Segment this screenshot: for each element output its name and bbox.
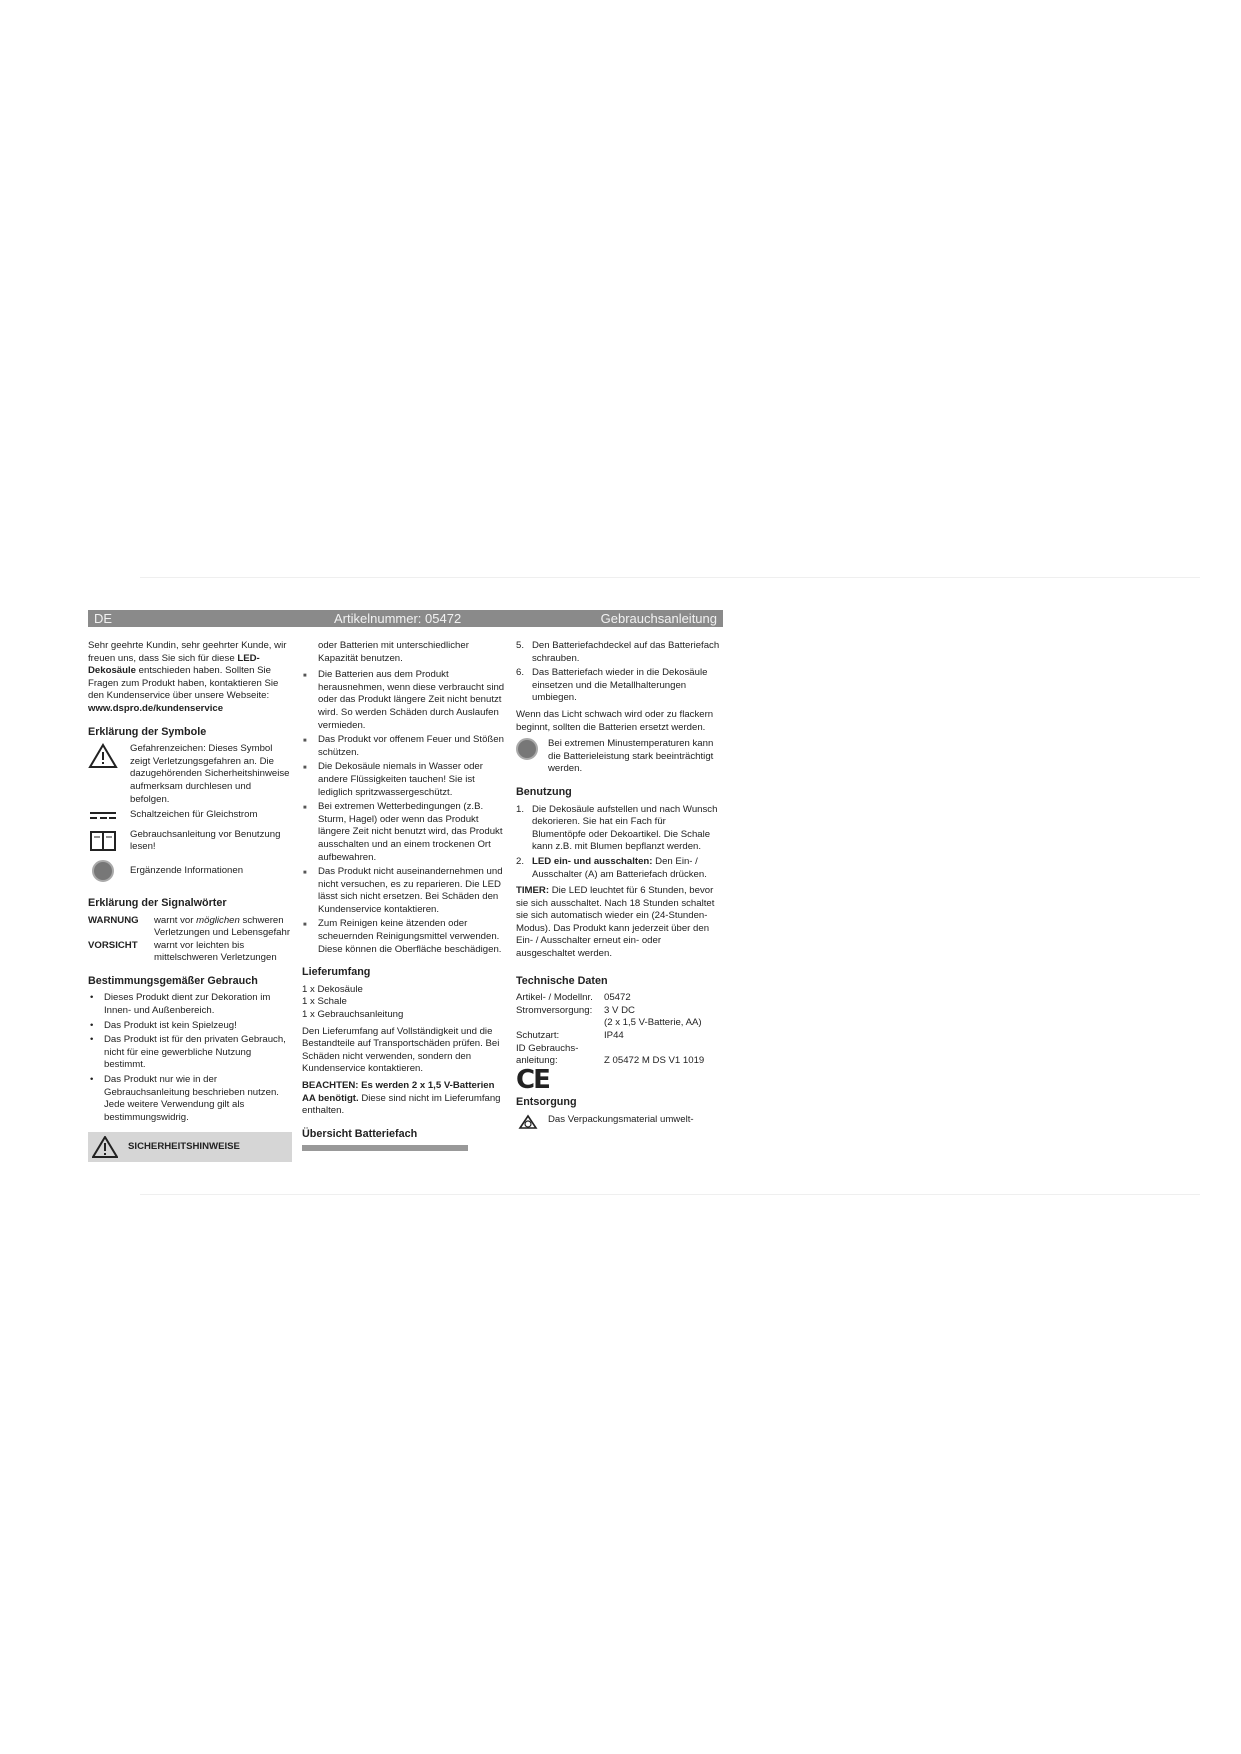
delivery-item: 1 x Schale <box>302 996 347 1008</box>
symbol-text: Gebrauchsanleitung vor Benutzung lesen! <box>130 828 281 853</box>
list-item: ■ Das Produkt vor offenem Feuer und Stößen schützen. <box>302 734 506 759</box>
tech-row: Schutzart: IP44 <box>516 1030 624 1042</box>
list-item: ■ Das Produkt nicht auseinandernehmen und nicht versuchen, es zu reparieren. Die LED lässt sich nicht ersetzen. Bei Schäden den Kundenservice kontaktieren. <box>302 866 506 916</box>
list-item: ■ Zum Reinigen keine ätzenden oder scheuernden Reinigungsmittel verwenden. Diese können die Oberfläche beschädigen. <box>302 918 506 956</box>
info-circle-icon <box>516 738 538 760</box>
tech-row: Artikel- / Modellnr. 05472 <box>516 992 631 1004</box>
article-number: Artikelnummer: 05472 <box>334 611 462 626</box>
info-note <box>516 738 721 776</box>
column-2 <box>302 640 506 1151</box>
manual-page <box>88 610 723 1188</box>
usage-heading: Benutzung <box>516 785 572 798</box>
symbol-row <box>88 743 292 806</box>
delivery-text: Den Lieferumfang auf Vollständigkeit und die Bestandteile auf Transportschäden prüfen. Bei Schäden nicht verwenden, sondern den Kundenservice kontaktieren. <box>302 1025 500 1075</box>
list-item: ■ Die Dekosäule niemals in Wasser oder andere Flüssigkeiten tauchen! Sie ist lediglich spritzwassergeschützt. <box>302 761 506 799</box>
direct-current-icon <box>88 809 118 826</box>
warning-triangle-icon <box>88 743 118 774</box>
intro-text: Sehr geehrte Kundin, sehr geehrter Kunde, wir freuen uns, dass Sie sich für diese LED-Dekosäule entschieden haben. Sollten Sie Fragen zum Produkt haben, kontaktieren Sie den Kundenservice über unsere Webseite: www.dspro.de/kundenservice <box>88 640 287 714</box>
signal-word: VORSICHT <box>88 939 138 951</box>
list-item: 1. Die Dekosäule aufstellen und nach Wunsch dekorieren. Sie hat ein Fach für Blumentöpfe oder Dekoartikel. Die Schale kann z.B. mit Blumen bepflanzt werden. <box>516 804 721 854</box>
info-circle-icon <box>88 860 118 887</box>
delivery-item: 1 x Gebrauchsanleitung <box>302 1009 404 1021</box>
battery-note: BEACHTEN: Es werden 2 x 1,5 V-Batterien AA benötigt. Diese sind nicht im Lieferumfang enthalten. <box>302 1080 501 1117</box>
signal-text: warnt vor leichten bis mittelschweren Verletzungen <box>154 939 277 964</box>
safety-box <box>88 1132 292 1162</box>
symbol-row <box>88 860 292 887</box>
ce-mark: CE <box>516 1064 549 1095</box>
list-item: 2. LED ein- und ausschalten: Den Ein- / Ausschalter (A) am Batteriefach drücken. <box>516 856 721 881</box>
symbol-text: Gefahrenzeichen: Dieses Symbol zeigt Verletzungsgefahren an. Die dazugehörenden Sicherheitshinweise aufmerksam durchlesen und befolgen. <box>130 743 290 805</box>
safety-box-title: SICHERHEITSHINWEISE <box>128 1141 240 1153</box>
list-item: • Das Produkt ist kein Spielzeug! <box>88 1020 292 1033</box>
disposal-row <box>516 1114 721 1132</box>
tech-row: Stromversorgung: 3 V DC <box>516 1004 635 1016</box>
delivery-heading: Lieferumfang <box>302 966 371 979</box>
recycling-icon <box>516 1114 540 1132</box>
safety-list <box>302 669 506 956</box>
symbol-row <box>88 829 292 858</box>
tech-row: (2 x 1,5 V-Batterie, AA) <box>604 1017 702 1029</box>
tech-data-heading: Technische Daten <box>516 974 608 987</box>
list-item: ■ Die Batterien aus dem Produkt herausnehmen, wenn diese verbraucht sind oder das Produkt längere Zeit nicht benutzt wird. So werden Schäden durch Auslaufen vermieden. <box>302 669 506 732</box>
symbol-row <box>88 809 292 826</box>
tech-row: ID Gebrauchs- <box>516 1042 579 1054</box>
document-type: Gebrauchsanleitung <box>600 611 717 626</box>
tech-row: anleitung: Z 05472 M DS V1 1019 <box>516 1055 705 1067</box>
info-note-text: Bei extremen Minustemperaturen kann die Batterieleistung stark beeinträchtigt werden. <box>548 738 714 775</box>
intended-use-list <box>88 992 292 1124</box>
page-divider-bottom <box>140 1194 1200 1195</box>
battery-compartment-image <box>302 1145 468 1151</box>
page-divider-top <box>140 577 1200 578</box>
symbol-text: Schaltzeichen für Gleichstrom <box>130 809 258 821</box>
continued-text: oder Batterien mit unterschiedlicher Kapazität benutzen. <box>318 640 469 664</box>
signal-words-heading: Erklärung der Signalwörter <box>88 896 227 909</box>
language-code: DE <box>94 611 113 626</box>
symbols-heading: Erklärung der Symbole <box>88 725 207 738</box>
disposal-text: Das Verpackungsmaterial umwelt- <box>548 1114 694 1125</box>
header-bar <box>88 610 723 627</box>
column-3 <box>516 640 721 1132</box>
list-item: 5. Den Batteriefachdeckel auf das Batteriefach schrauben. <box>516 640 721 665</box>
signal-word: WARNUNG <box>88 914 139 926</box>
list-item: 6. Das Batteriefach wieder in die Dekosäule einsetzen und die Metallhalterungen umbiegen. <box>516 667 721 705</box>
usage-list <box>516 804 721 882</box>
signal-row <box>88 915 292 940</box>
battery-overview-heading: Übersicht Batteriefach <box>302 1127 418 1140</box>
symbol-text: Ergänzende Informationen <box>130 865 244 877</box>
weak-light-text: Wenn das Licht schwach wird oder zu flackern beginnt, sollten die Batterien ersetzt werden. <box>516 708 714 733</box>
list-item: ■ Bei extremen Wetterbedingungen (z.B. Sturm, Hagel) oder wenn das Produkt längere Zeit nicht benutzt wird, das Produkt ausschalten und an einem trockenen Ort aufbewahren. <box>302 801 506 864</box>
signal-row <box>88 940 292 965</box>
intended-use-heading: Bestimmungsgemäßer Gebrauch <box>88 974 258 987</box>
delivery-item: 1 x Dekosäule <box>302 983 363 995</box>
manual-book-icon <box>88 829 118 858</box>
disposal-heading: Entsorgung <box>516 1096 577 1109</box>
steps-list <box>516 640 721 705</box>
timer-text: TIMER: Die LED leuchtet für 6 Stunden, bevor sie sich ausschaltet. Nach 18 Stunden schaltet sie sich automatisch wieder ein (24-Stunden-Modus). Das Produkt kann jederzeit über den Ein- / Ausschalter erneut ein- oder ausgeschaltet werden. <box>516 885 715 960</box>
warning-triangle-icon <box>92 1136 118 1158</box>
website-link[interactable]: www.dspro.de/kundenservice <box>88 702 224 714</box>
column-1 <box>88 640 292 1162</box>
list-item: • Dieses Produkt dient zur Dekoration im Innen- und Außenbereich. <box>88 992 292 1017</box>
signal-text: warnt vor möglichen schweren Verletzungen und Lebensgefahr <box>154 914 291 939</box>
list-item: • Das Produkt ist für den privaten Gebrauch, nicht für eine gewerbliche Nutzung bestimmt. <box>88 1034 292 1072</box>
list-item: • Das Produkt nur wie in der Gebrauchsanleitung beschrieben nutzen. Jede weitere Verwendung gilt als bestimmungswidrig. <box>88 1074 292 1124</box>
